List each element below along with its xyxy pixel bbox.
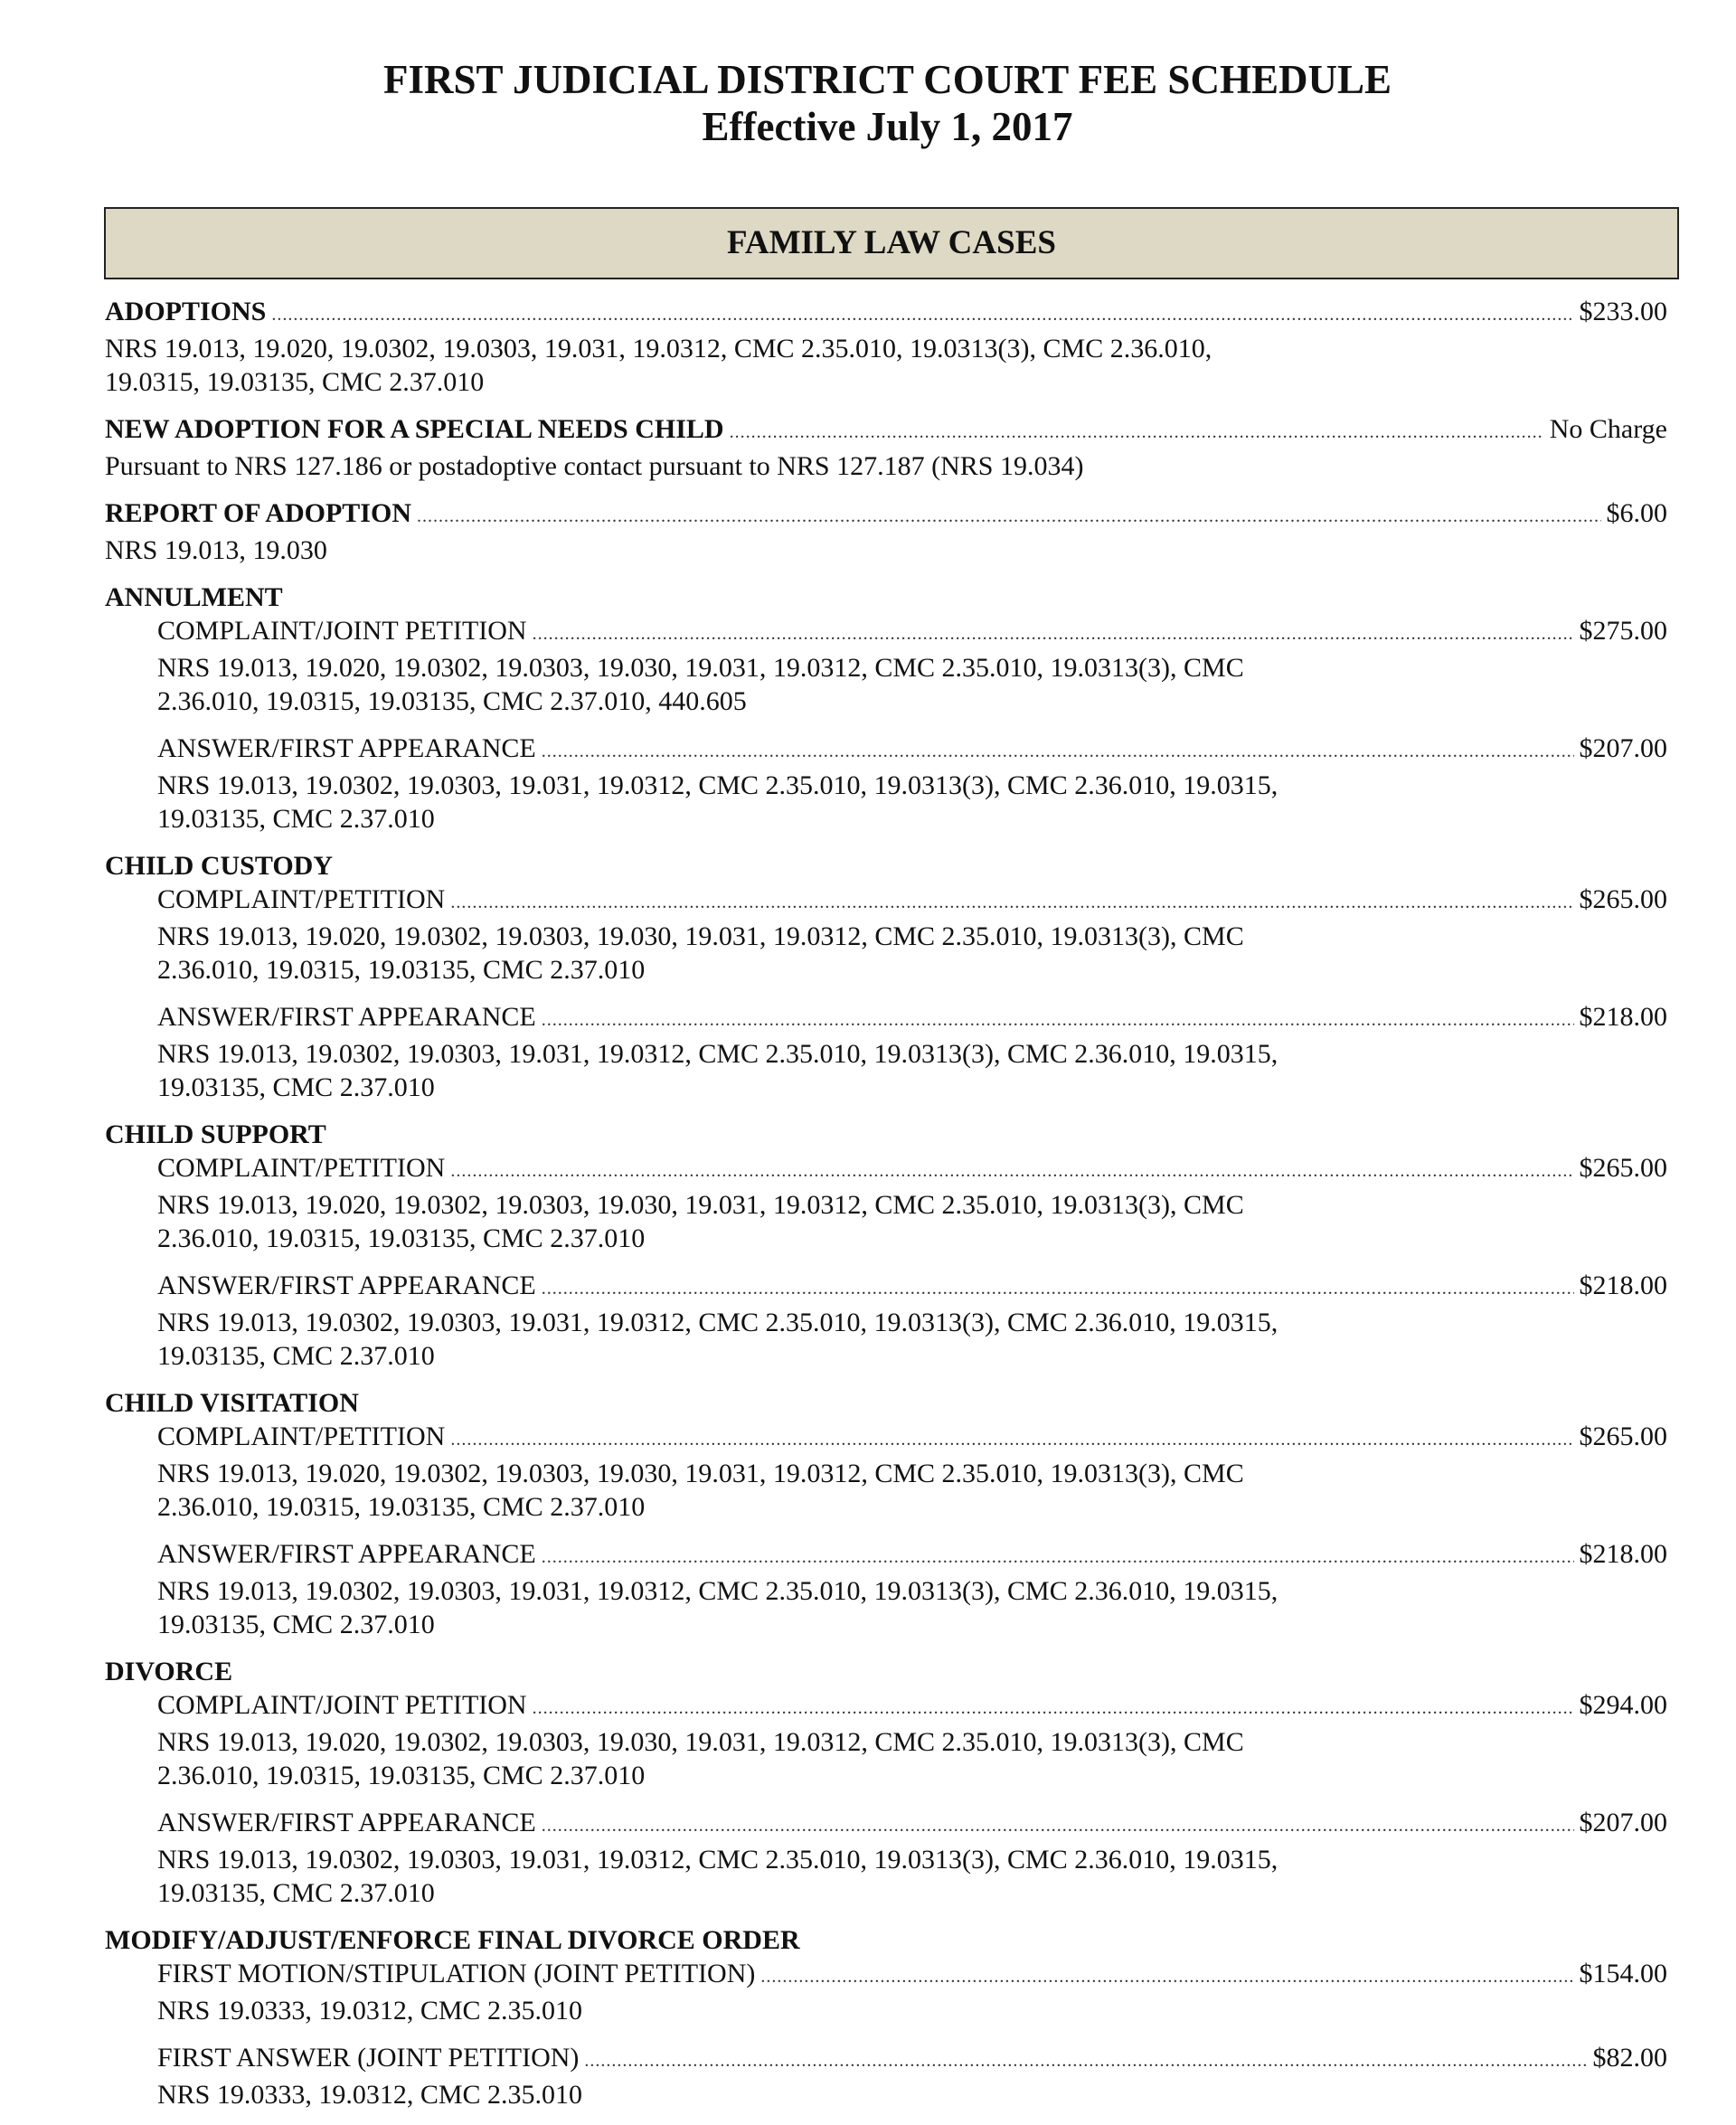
statute-reference: NRS 19.013, 19.020, 19.0302, 19.0303, 19.031, 19.0312, CMC 2.35.010, 19.0313(3), CMC 2.36.010, 19.0315, 19.03135, CMC 2.37.010: [105, 334, 1212, 397]
fee-entry-report-of-adoption: [105, 496, 1667, 567]
statute-reference: NRS 19.013, 19.020, 19.0302, 19.0303, 19.030, 19.031, 19.0312, CMC 2.35.010, 19.0313(3), CMC 2.36.010, 19.0315, 19.03135, CMC 2.37.010: [157, 1459, 1244, 1522]
statute-reference: NRS 19.013, 19.030: [105, 535, 327, 565]
statute-reference: NRS 19.013, 19.0302, 19.0303, 19.031, 19.0312, CMC 2.35.010, 19.0313(3), CMC 2.36.010, 19.0315, 19.03135, CMC 2.37.010: [157, 1039, 1278, 1102]
statute-reference: NRS 19.013, 19.0302, 19.0303, 19.031, 19.0312, CMC 2.35.010, 19.0313(3), CMC 2.36.010, 19.0315, 19.03135, CMC 2.37.010: [157, 1576, 1278, 1639]
statute-reference: NRS 19.013, 19.020, 19.0302, 19.0303, 19.030, 19.031, 19.0312, CMC 2.35.010, 19.0313(3), CMC 2.36.010, 19.0315, 19.03135, CMC 2.37.010: [157, 1190, 1244, 1253]
dot-leader: [542, 1537, 1574, 1574]
fee-label: ANSWER/FIRST APPEARANCE: [157, 733, 536, 763]
group-heading: CHILD SUPPORT: [105, 1119, 326, 1149]
fee-entry-adoptions: [105, 295, 1667, 399]
group-heading: ANNULMENT: [105, 582, 283, 612]
fee-label: COMPLAINT/JOINT PETITION: [157, 1690, 527, 1720]
document-title: FIRST JUDICIAL DISTRICT COURT FEE SCHEDULE: [383, 57, 1392, 102]
dot-leader: [450, 1151, 1573, 1188]
fee-label: COMPLAINT/JOINT PETITION: [157, 616, 527, 646]
fee-subentry-answer: [157, 1000, 1667, 1104]
fee-amount: No Charge: [1549, 414, 1667, 444]
dot-leader: [533, 614, 1574, 651]
effective-date: Effective July 1, 2017: [702, 104, 1073, 149]
fee-label: COMPLAINT/PETITION: [157, 1153, 446, 1183]
fee-label: ANSWER/FIRST APPEARANCE: [157, 1808, 536, 1837]
fee-label: COMPLAINT/PETITION: [157, 1421, 446, 1451]
fee-subentry-first-motion: [157, 1957, 1667, 2027]
statute-reference: NRS 19.013, 19.0302, 19.0303, 19.031, 19.0312, CMC 2.35.010, 19.0313(3), CMC 2.36.010, 19.0315, 19.03135, CMC 2.37.010: [157, 1845, 1278, 1908]
fee-amount: $6.00: [1606, 498, 1667, 528]
statute-reference: NRS 19.0333, 19.0312, CMC 2.35.010: [157, 1996, 583, 2026]
fee-subentry-answer: [157, 732, 1667, 836]
fee-label: ANSWER/FIRST APPEARANCE: [157, 1270, 536, 1300]
fee-amount: $265.00: [1579, 1421, 1667, 1451]
dot-leader: [542, 1269, 1574, 1306]
statute-reference: Pursuant to NRS 127.186 or postadoptive contact pursuant to NRS 127.187 (NRS 19.034): [105, 451, 1084, 481]
fee-group-child-support: [105, 1118, 1667, 1373]
fee-amount: $218.00: [1579, 1002, 1667, 1032]
dot-leader: [450, 1420, 1573, 1457]
fee-amount: $294.00: [1579, 1690, 1667, 1720]
fee-label: COMPLAINT/PETITION: [157, 884, 446, 914]
fee-amount: $218.00: [1579, 1270, 1667, 1300]
group-heading: CHILD VISITATION: [105, 1388, 359, 1418]
dot-leader: [584, 2041, 1587, 2078]
fee-schedule-list: [105, 295, 1667, 2125]
fee-label: ANSWER/FIRST APPEARANCE: [157, 1539, 536, 1569]
statute-reference: NRS 19.013, 19.020, 19.0302, 19.0303, 19.030, 19.031, 19.0312, CMC 2.35.010, 19.0313(3), CMC 2.36.010, 19.0315, 19.03135, CMC 2.37.010: [157, 921, 1244, 985]
dot-leader: [542, 1000, 1574, 1037]
dot-leader: [760, 1957, 1573, 1994]
fee-amount: $82.00: [1592, 2043, 1667, 2073]
fee-label: ADOPTIONS: [105, 297, 267, 326]
fee-subentry-complaint: [157, 614, 1667, 718]
dot-leader: [417, 496, 1601, 534]
fee-group-modify-divorce-order: [105, 1923, 1667, 2111]
group-heading: MODIFY/ADJUST/ENFORCE FINAL DIVORCE ORDER: [105, 1925, 800, 1955]
statute-reference: NRS 19.013, 19.020, 19.0302, 19.0303, 19.030, 19.031, 19.0312, CMC 2.35.010, 19.0313(3), CMC 2.36.010, 19.0315, 19.03135, CMC 2.37.010, 440.605: [157, 653, 1244, 716]
fee-label: NEW ADOPTION FOR A SPECIAL NEEDS CHILD: [105, 414, 724, 444]
fee-subentry-answer: [157, 1269, 1667, 1373]
fee-subentry-complaint: [157, 1688, 1667, 1792]
fee-subentry-complaint: [157, 1151, 1667, 1255]
dot-leader: [542, 1806, 1574, 1843]
statute-reference: NRS 19.013, 19.0302, 19.0303, 19.031, 19.0312, CMC 2.35.010, 19.0313(3), CMC 2.36.010, 19.0315, 19.03135, CMC 2.37.010: [157, 1308, 1278, 1371]
dot-leader: [730, 412, 1544, 449]
group-heading: CHILD CUSTODY: [105, 851, 333, 881]
fee-label: FIRST MOTION/STIPULATION (JOINT PETITION): [157, 1959, 756, 1988]
fee-subentry-complaint: [157, 883, 1667, 987]
dot-leader: [271, 295, 1573, 332]
group-heading: DIVORCE: [105, 1657, 233, 1686]
fee-amount: $275.00: [1579, 616, 1667, 646]
fee-amount: $207.00: [1579, 733, 1667, 763]
fee-group-divorce: [105, 1655, 1667, 1910]
fee-group-child-visitation: [105, 1386, 1667, 1641]
section-banner: FAMILY LAW CASES: [104, 207, 1679, 279]
fee-amount: $154.00: [1579, 1959, 1667, 1988]
statute-reference: NRS 19.013, 19.0302, 19.0303, 19.031, 19.0312, CMC 2.35.010, 19.0313(3), CMC 2.36.010, 19.0315, 19.03135, CMC 2.37.010: [157, 770, 1278, 834]
fee-label: REPORT OF ADOPTION: [105, 498, 411, 528]
fee-subentry-answer: [157, 1537, 1667, 1641]
fee-subentry-answer: [157, 1806, 1667, 1910]
dot-leader: [533, 1688, 1574, 1725]
fee-amount: $265.00: [1579, 1153, 1667, 1183]
fee-amount: $218.00: [1579, 1539, 1667, 1569]
fee-entry-special-needs-adoption: [105, 412, 1667, 483]
fee-label: ANSWER/FIRST APPEARANCE: [157, 1002, 536, 1032]
fee-subentry-complaint: [157, 1420, 1667, 1524]
fee-amount: $233.00: [1579, 297, 1667, 326]
dot-leader: [542, 732, 1574, 769]
fee-label: FIRST ANSWER (JOINT PETITION): [157, 2043, 580, 2073]
fee-amount: $265.00: [1579, 884, 1667, 914]
statute-reference: NRS 19.013, 19.020, 19.0302, 19.0303, 19.030, 19.031, 19.0312, CMC 2.35.010, 19.0313(3), CMC 2.36.010, 19.0315, 19.03135, CMC 2.37.010: [157, 1727, 1244, 1790]
document-header: [0, 56, 1736, 150]
dot-leader: [450, 883, 1573, 920]
statute-reference: NRS 19.0333, 19.0312, CMC 2.35.010: [157, 2080, 583, 2110]
fee-group-child-custody: [105, 849, 1667, 1104]
fee-group-annulment: [105, 581, 1667, 836]
fee-amount: $207.00: [1579, 1808, 1667, 1837]
fee-subentry-first-answer: [157, 2041, 1667, 2111]
